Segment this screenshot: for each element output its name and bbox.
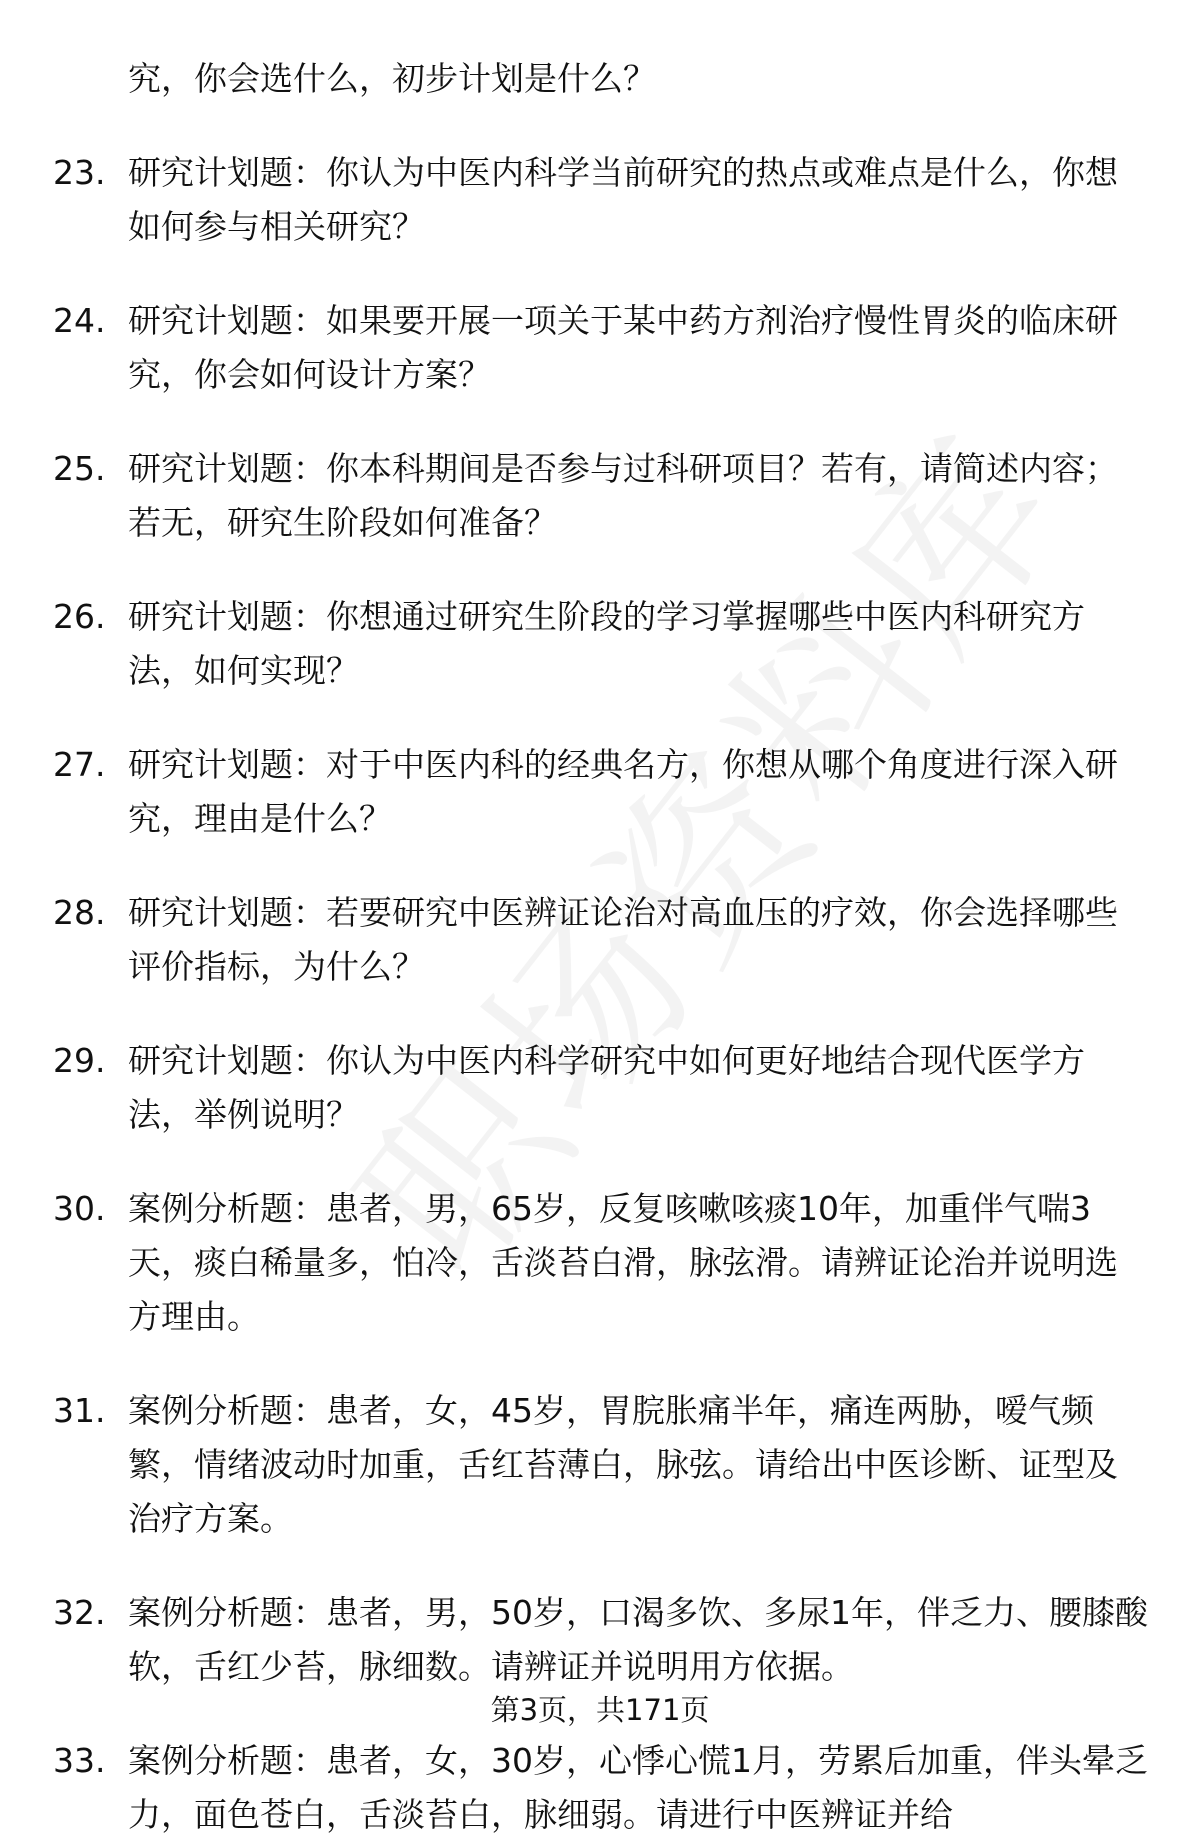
question-item bbox=[0, 442, 1148, 550]
question-text: 案例分析题：患者，女，30岁，心悸心慌1月，劳累后加重，伴头晕乏力，面色苍白，舌淡苔白，脉细弱。请进行中医辨证并给 bbox=[128, 1741, 1148, 1834]
question-item bbox=[0, 1182, 1148, 1344]
question-text: 研究计划题：对于中医内科的经典名方，你想从哪个角度进行深入研究，理由是什么？ bbox=[128, 745, 1118, 838]
question-text: 研究计划题：你认为中医内科学研究中如何更好地结合现代医学方法，举例说明？ bbox=[128, 1041, 1085, 1134]
page-content bbox=[0, 52, 1200, 1842]
question-list bbox=[0, 146, 1200, 1842]
question-number: 23. bbox=[53, 153, 106, 192]
question-text: 研究计划题：如果要开展一项关于某中药方剂治疗慢性胃炎的临床研究，你会如何设计方案？ bbox=[128, 301, 1118, 394]
question-text: 研究计划题：你认为中医内科学当前研究的热点或难点是什么，你想如何参与相关研究？ bbox=[128, 153, 1118, 246]
question-number: 33. bbox=[53, 1741, 106, 1780]
question-number: 26. bbox=[53, 597, 106, 636]
continued-text: 究，你会选什么，初步计划是什么？ bbox=[128, 59, 656, 98]
question-text: 研究计划题：你想通过研究生阶段的学习掌握哪些中医内科研究方法，如何实现？ bbox=[128, 597, 1085, 690]
question-item bbox=[0, 1034, 1148, 1142]
question-item bbox=[0, 1586, 1148, 1694]
question-number: 25. bbox=[53, 449, 106, 488]
question-number: 32. bbox=[53, 1593, 106, 1632]
question-item bbox=[0, 590, 1148, 698]
question-number: 30. bbox=[53, 1189, 106, 1228]
question-number: 29. bbox=[53, 1041, 106, 1080]
question-text: 研究计划题：若要研究中医辨证论治对高血压的疗效，你会选择哪些评价指标，为什么？ bbox=[128, 893, 1118, 986]
question-text: 研究计划题：你本科期间是否参与过科研项目？若有，请简述内容；若无，研究生阶段如何准备？ bbox=[128, 449, 1118, 542]
question-number: 28. bbox=[53, 893, 106, 932]
question-item bbox=[0, 146, 1148, 254]
question-item bbox=[0, 738, 1148, 846]
page-footer: 第3页，共171页 bbox=[490, 1693, 710, 1727]
question-item bbox=[0, 886, 1148, 994]
question-text: 案例分析题：患者，女，45岁，胃脘胀痛半年，痛连两胁，嗳气频繁，情绪波动时加重，舌红苔薄白，脉弦。请给出中医诊断、证型及治疗方案。 bbox=[128, 1391, 1118, 1538]
question-number: 24. bbox=[53, 301, 106, 340]
question-item bbox=[0, 1734, 1148, 1842]
question-text: 案例分析题：患者，男，50岁，口渴多饮、多尿1年，伴乏力、腰膝酸软，舌红少苔，脉细数。请辨证并说明用方依据。 bbox=[128, 1593, 1148, 1686]
question-item bbox=[0, 294, 1148, 402]
question-text: 案例分析题：患者，男，65岁，反复咳嗽咳痰10年，加重伴气喘3天，痰白稀量多，怕冷，舌淡苔白滑，脉弦滑。请辨证论治并说明选方理由。 bbox=[128, 1189, 1118, 1336]
question-number: 27. bbox=[53, 745, 106, 784]
question-item bbox=[0, 1384, 1148, 1546]
question-number: 31. bbox=[53, 1391, 106, 1430]
